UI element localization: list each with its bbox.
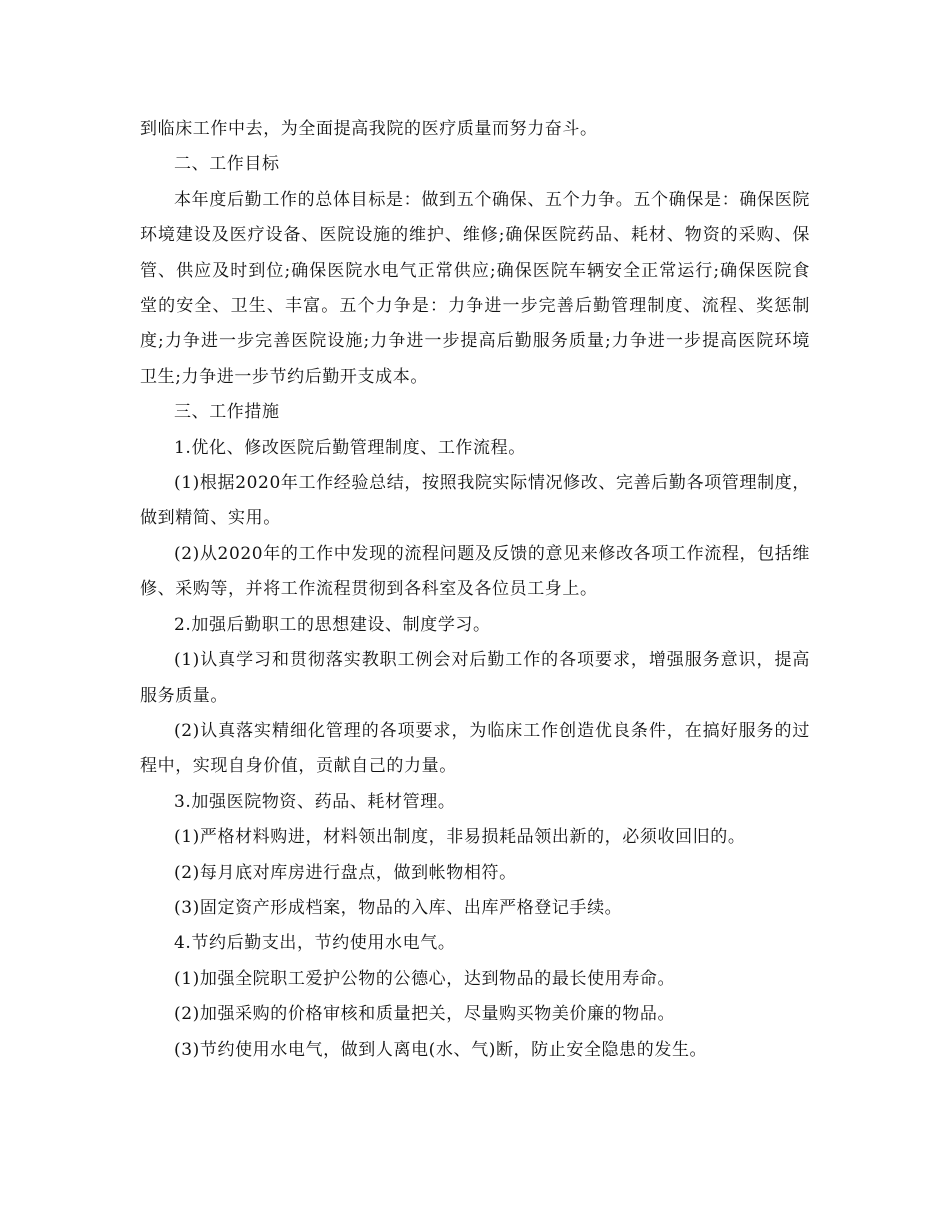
document-body: [140, 112, 810, 1068]
list-item: (2)从2020年的工作中发现的流程问题及反馈的意见来修改各项工作流程，包括维修、采购等，并将工作流程贯彻到各科室及各位员工身上。: [140, 543, 810, 600]
list-item: (1)根据2020年工作经验总结，按照我院实际情况修改、完善后勤各项管理制度，做到精简、实用。: [140, 473, 810, 529]
section-heading-work-goals: 二、工作目标: [174, 154, 280, 175]
subheading-2: 2.加强后勤职工的思想建设、制度学习。: [174, 614, 491, 635]
subheading-4: 4.节约后勤支出，节约使用水电气。: [174, 933, 456, 954]
paragraph-overall-goals: 本年度后勤工作的总体目标是：做到五个确保、五个力争。五个确保是：确保医院环境建设及医疗设备、医院设施的维护、维修;确保医院药品、耗材、物资的采购、保管、供应及时到位;确保医院水电气正常供应;确保医院车辆安全正常运行;确保医院食堂的安全、卫生、丰富。五个力争是：力争进一步完善后勤管理制度、流程、奖惩制度;力争进一步完善医院设施;力争进一步提高后勤服务质量;力争进一步提高医院环境卫生;力争进一步节约后勤开支成本。: [140, 189, 810, 387]
paragraph-continuation: 到临床工作中去，为全面提高我院的医疗质量而努力奋斗。: [140, 119, 598, 139]
section-heading-work-measures: 三、工作措施: [174, 402, 280, 423]
list-item: (2)认真落实精细化管理的各项要求，为临床工作创造优良条件，在搞好服务的过程中，实现自身价值，贡献自己的力量。: [140, 720, 810, 777]
subheading-1: 1.优化、修改医院后勤管理制度、工作流程。: [174, 437, 526, 458]
list-item: (1)严格材料购进，材料领出制度，非易损耗品领出新的，必须收回旧的。: [174, 827, 746, 848]
list-item: (2)加强采购的价格审核和质量把关，尽量购买物美价廉的物品。: [174, 1004, 676, 1025]
subheading-3: 3.加强医院物资、药品、耗材管理。: [174, 791, 456, 812]
list-item: (1)认真学习和贯彻落实教职工例会对后勤工作的各项要求，增强服务意识，提高服务质量。: [140, 650, 810, 706]
list-item: (3)固定资产形成档案，物品的入库、出库严格登记手续。: [174, 897, 623, 918]
list-item: (2)每月底对库房进行盘点，做到帐物相符。: [174, 862, 517, 883]
list-item: (3)节约使用水电气，做到人离电(水、气)断，防止安全隐患的发生。: [174, 1039, 708, 1060]
list-item: (1)加强全院职工爱护公物的公德心，达到物品的最长使用寿命。: [174, 968, 676, 989]
